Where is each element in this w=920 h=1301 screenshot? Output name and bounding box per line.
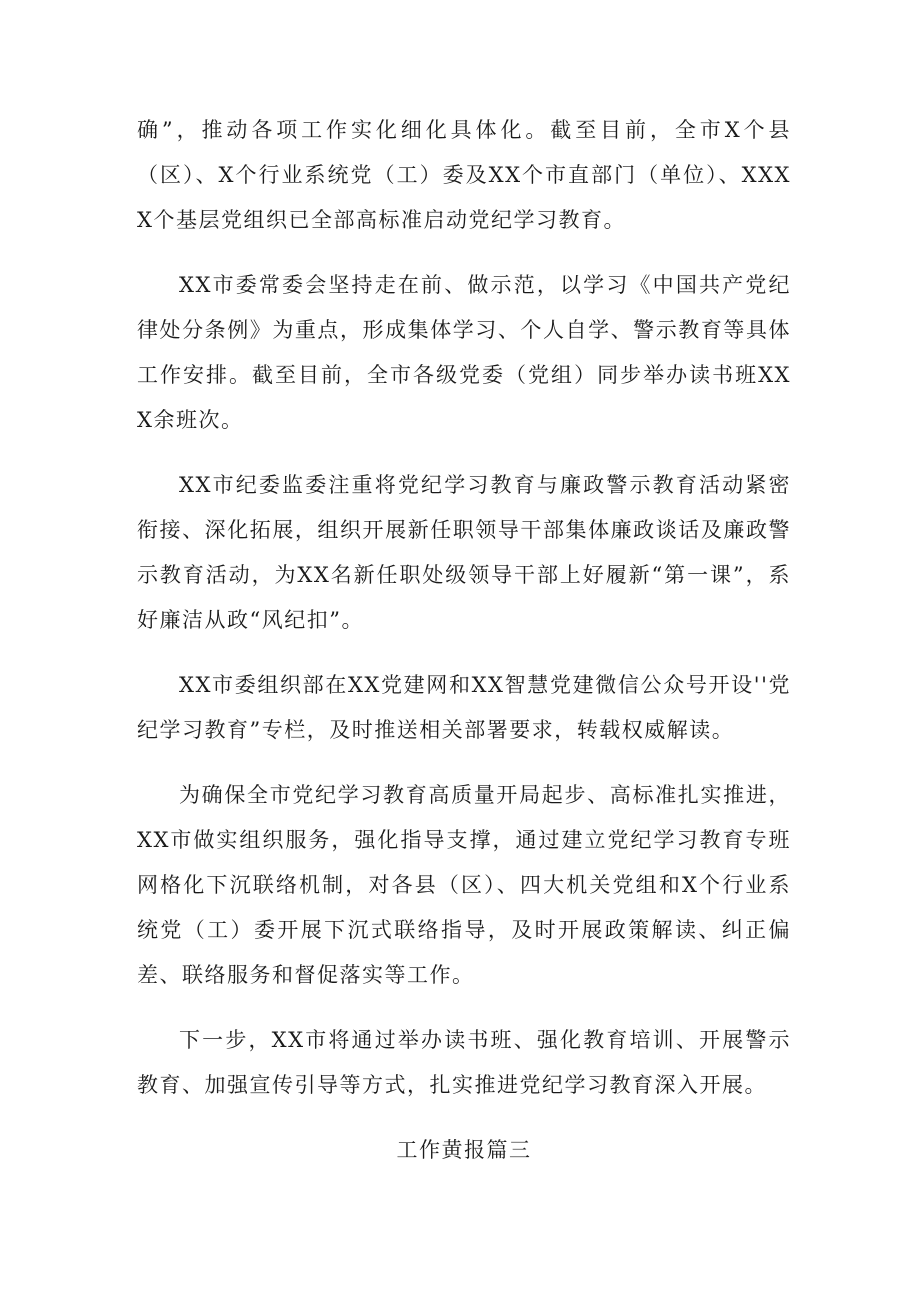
paragraph-continued: 确”，推动各项工作实化细化具体化。截至目前，全市X个县（区）、X个行业系统党（工）委及XX个市直部门（单位）、XXXX个基层党组织已全部高标准启动党纪学习教育。 [137,118,791,232]
document-body [137,108,791,1173]
paragraph-organization-service: 为确保全市党纪学习教育高质量开局起步、高标准扎实推进，XX市做实组织服务，强化指导支撑，通过建立党纪学习教育专班网格化下沉联络机制，对各县（区）、四大机关党组和X个行业系统党（工）委开展下沉式联络指导，及时开展政策解读、纠正偏差、联络服务和督促落实等工作。 [137,783,791,987]
paragraph-next-step: 下一步，XX市将通过举办读书班、强化教育培训、开展警示教育、加强宣传引导等方式，扎实推进党纪学习教育深入开展。 [137,1028,791,1097]
paragraph-discipline-commission: XX市纪委监委注重将党纪学习教育与廉政警示教育活动紧密衔接、深化拓展，组织开展新任职领导干部集体廉政谈话及廉政警示教育活动，为XX名新任职处级领导干部上好履新“第一课”，系好廉洁从政“风纪扣”。 [137,473,791,632]
paragraph-organization-department: XX市委组织部在XX党建网和XX智慧党建微信公众号开设''党纪学习教育”专栏，及时推送相关部署要求，转载权威解读。 [137,673,791,742]
paragraph-standing-committee: XX市委常委会坚持走在前、做示范，以学习《中国共产党纪律处分条例》为重点，形成集体学习、个人自学、警示教育等具体工作安排。截至目前，全市各级党委（党组）同步举办读书班XXX余班次。 [137,273,791,432]
section-heading: 工作黄报篇三 [396,1138,532,1162]
